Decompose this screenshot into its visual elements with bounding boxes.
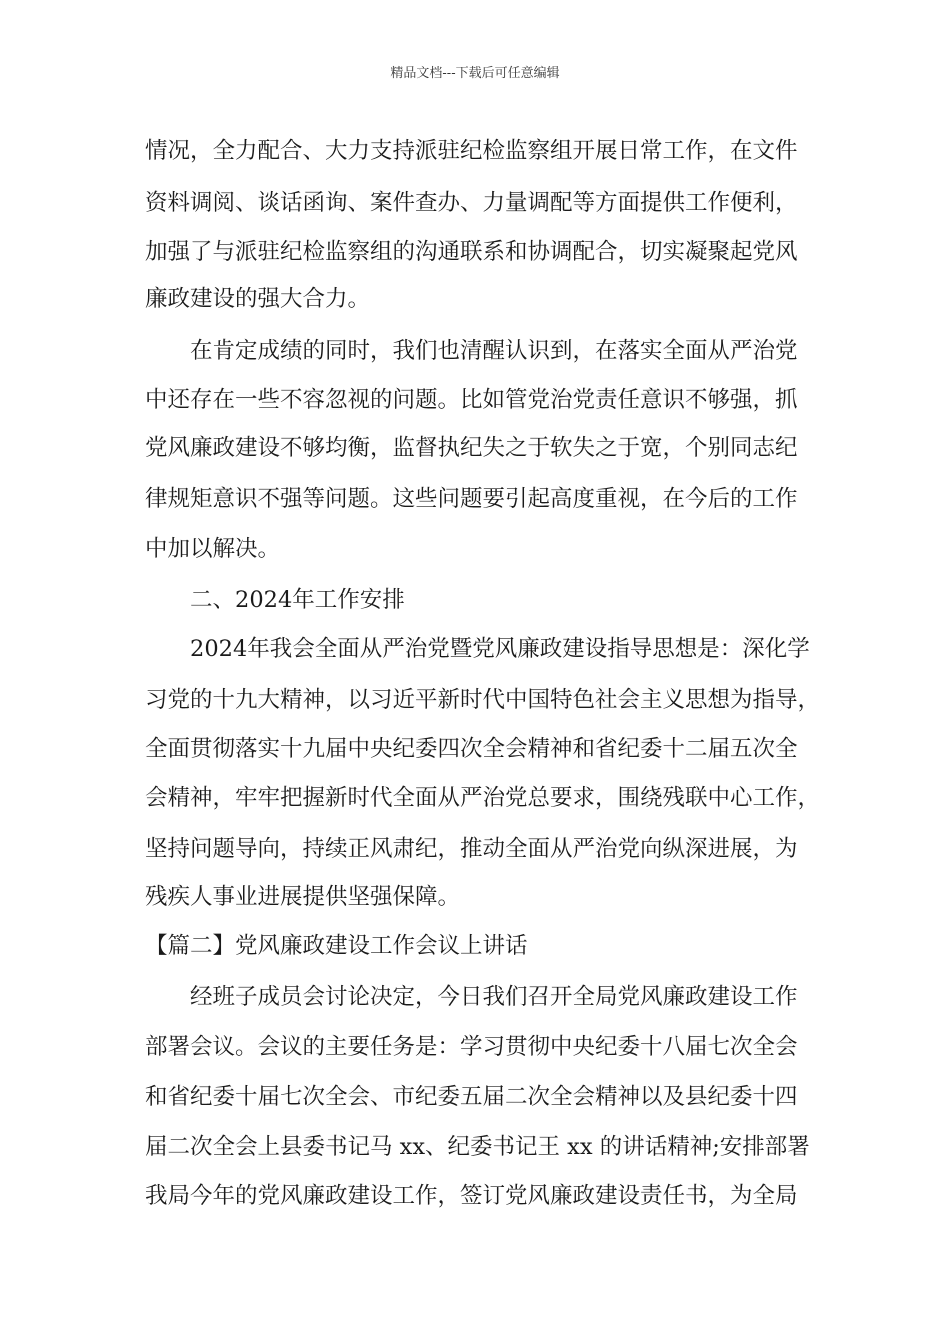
body-line: 全面贯彻落实十九届中央纪委四次全会精神和省纪委十二届五次全	[145, 736, 798, 762]
body-line: 我局今年的党风廉政建设工作，签订党风廉政建设责任书，为全局	[145, 1183, 798, 1209]
article-heading: 【篇二】党风廉政建设工作会议上讲话	[145, 933, 528, 959]
body-line: 廉政建设的强大合力。	[145, 286, 371, 312]
body-line: 情况，全力配合、大力支持派驻纪检监察组开展日常工作，在文件	[145, 138, 798, 164]
body-line: 资料调阅、谈话函询、案件查办、力量调配等方面提供工作便利，	[145, 190, 798, 216]
body-line: 届二次全会上县委书记马 xx、纪委书记王 xx 的讲话精神;安排部署	[145, 1134, 810, 1160]
body-line: 残疾人事业进展提供坚强保障。	[145, 884, 461, 910]
body-line: 党风廉政建设不够均衡，监督执纪失之于软失之于宽，个别同志纪	[145, 435, 798, 461]
body-line: 会精神，牢牢把握新时代全面从严治党总要求，围绕残联中心工作，	[145, 785, 821, 811]
body-line: 加强了与派驻纪检监察组的沟通联系和协调配合，切实凝聚起党风	[145, 239, 798, 265]
body-line: 经班子成员会讨论决定，今日我们召开全局党风廉政建设工作	[190, 984, 798, 1010]
body-line: 坚持问题导向，持续正风肃纪，推动全面从严治党向纵深进展，为	[145, 836, 798, 862]
body-line: 和省纪委十届七次全会、市纪委五届二次全会精神以及县纪委十四	[145, 1084, 798, 1110]
body-line: 律规矩意识不强等问题。这些问题要引起高度重视，在今后的工作	[145, 486, 798, 512]
body-line: 部署会议。会议的主要任务是：学习贯彻中央纪委十八届七次全会	[145, 1034, 798, 1060]
body-line: 2024年我会全面从严治党暨党风廉政建设指导思想是：深化学	[190, 636, 810, 662]
body-line: 中还存在一些不容忽视的问题。比如管党治党责任意识不够强，抓	[145, 387, 798, 413]
section-heading: 二、2024年工作安排	[190, 587, 405, 613]
page-header: 精品文档---下载后可任意编辑	[390, 66, 560, 81]
body-line: 中加以解决。	[145, 536, 281, 562]
body-line: 在肯定成绩的同时，我们也清醒认识到，在落实全面从严治党	[190, 338, 798, 364]
body-line: 习党的十九大精神，以习近平新时代中国特色社会主义思想为指导，	[145, 687, 821, 713]
